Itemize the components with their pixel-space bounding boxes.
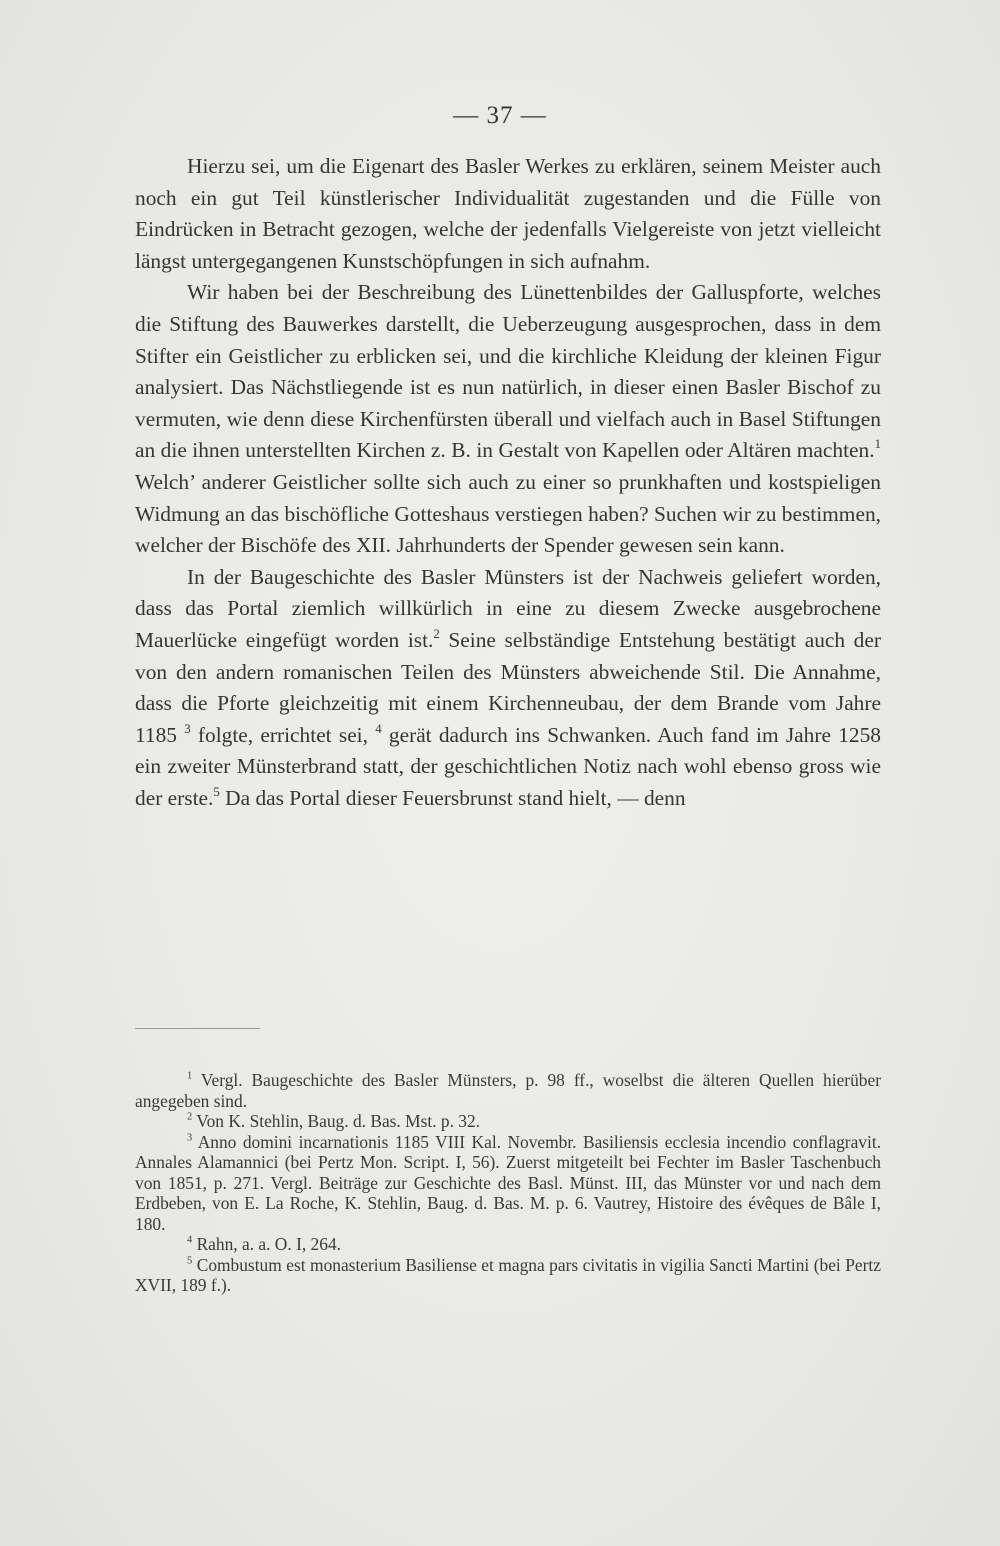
footnote-text: Rahn, a. a. O. I, 264. — [196, 1234, 341, 1254]
page-number: — 37 — — [453, 102, 547, 129]
footnote-2 — [135, 1111, 881, 1132]
footnote-text: Combustum est monasterium Basiliense et magna pars civitatis in vigilia Sancti Martini (bei Pertz XVII, 189 f.). — [135, 1254, 881, 1295]
footnote-ref[interactable]: 3 — [184, 721, 191, 736]
footnotes — [135, 1070, 881, 1296]
paragraph-text: Da das Portal dieser Feuersbrunst stand hielt, — denn — [219, 785, 686, 810]
footnote-number: 3 — [187, 1132, 193, 1144]
footnote-5 — [135, 1255, 881, 1296]
footnote-number: 4 — [187, 1234, 193, 1246]
paragraph-text: Wir haben bei der Beschreibung des Lünettenbildes der Galluspforte, welches die Stiftung des Bauwerkes darstellt, die Ueberzeugung ausgesprochen, dass in dem Stifter ein Geistlicher zu erblicken sei, und die kirchliche Kleidung der kleinen Figur analysiert. Das Nächstliegende ist es nun natürlich, in dieser einen Basler Bischof zu vermuten, wie denn diese Kirchenfürsten überall und vielfach auch in Basel Stiftungen an die ihnen unterstellten Kirchen z. B. in Gestalt von Kapellen oder Altären machten. — [135, 280, 881, 463]
footnote-4 — [135, 1234, 881, 1255]
paragraph-text: gerät dadurch ins Schwanken. Auch fand im Jahre 1258 ein zweiter Münsterbrand statt, der geschichtlichen Notiz nach wohl ebenso gross wie der erste. — [135, 722, 881, 810]
paragraph-text: Welch’ anderer Geistlicher sollte sich auch zu einer so prunkhaften und kostspieligen Widmung an das bischöfliche Gotteshaus verstiegen haben? Suchen wir zu bestimmen, welcher der Bischöfe des XII. Jahrhunderts der Spender gewesen sein kann. — [135, 469, 881, 558]
paragraph-3 — [135, 562, 881, 815]
footnote-ref[interactable]: 5 — [213, 784, 220, 799]
footnote-ref[interactable]: 1 — [874, 437, 881, 452]
paragraph-text: folgte, errichtet sei, — [190, 722, 376, 747]
footnote-text: Anno domini incarnationis 1185 VIII Kal. Novembr. Basiliensis ecclesia incendio conflagravit. Annales Alamannici (bei Pertz Mon. Script. I, 56). Zuerst mitgeteilt bei Fechter im Basler Taschenbuch von 1851, p. 271. Vergl. Beiträge zur Geschichte des Basl. Münst. III, das Münster vor und nach dem Erdbeben, von E. La Roche, K. Stehlin, Baug. d. Bas. M. p. 6. Vautrey, Histoire des évêques de Bâle I, 180. — [135, 1131, 882, 1234]
paragraph-1 — [135, 151, 881, 277]
footnote-divider — [135, 1028, 260, 1029]
paragraph-text: Hierzu sei, um die Eigenart des Basler Werkes zu erklären, seinem Meister auch noch ein gut Teil künstlerischer Individualität zugestanden und die Fülle von Eindrücken in Betracht gezogen, welche der jedenfalls Vielgereiste von jetzt vielleicht längst untergegangenen Kunstschöpfungen in sich aufnahm. — [135, 154, 881, 273]
footnote-number: 2 — [187, 1111, 193, 1123]
footnote-text: Vergl. Baugeschichte des Basler Münsters, p. 98 ff., woselbst die älteren Quellen hierüber angegeben sind. — [135, 1070, 881, 1111]
paragraph-text: Seine selbständige Entstehung bestätigt auch der von den andern romanischen Teilen des Münsters abweichende Stil. Die Annahme, dass die Pforte gleichzeitig mit einem Kirchenneubau, der dem Brande vom Jahre 1185 — [135, 627, 881, 747]
footnote-3 — [135, 1132, 881, 1235]
footnote-1 — [135, 1070, 881, 1111]
footnote-ref[interactable]: 4 — [375, 721, 382, 736]
paragraph-text: In der Baugeschichte des Basler Münsters ist der Nachweis geliefert worden, dass das Portal ziemlich willkürlich in eine zu diesem Zwecke ausgebrochene Mauerlücke eingefügt worden ist. — [135, 564, 881, 652]
footnote-ref[interactable]: 2 — [433, 626, 440, 641]
footnote-number: 1 — [187, 1070, 193, 1082]
body-text — [135, 151, 881, 814]
footnote-number: 5 — [187, 1255, 193, 1267]
paragraph-2 — [135, 277, 881, 561]
footnote-text: Von K. Stehlin, Baug. d. Bas. Mst. p. 32. — [196, 1111, 481, 1131]
